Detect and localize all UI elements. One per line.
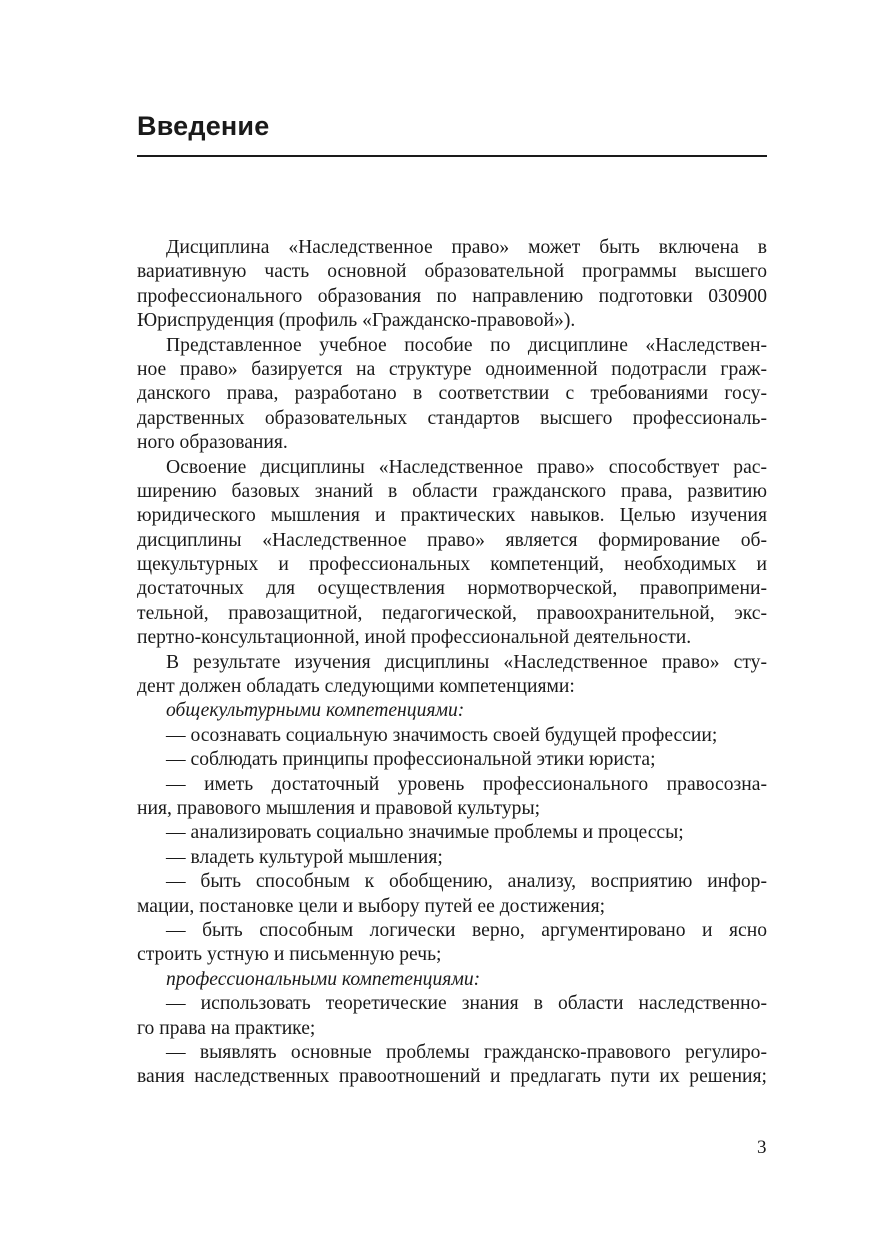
list-item: — владеть культурой мышления; — [166, 846, 443, 868]
text-line: ное право» базируется на структуре одноименной подотрасли граж- — [137, 358, 767, 380]
text-line: юридического мышления и практических навыков. Целью изучения — [137, 505, 767, 527]
list-item-continuation: ния, правового мышления и правовой культуры; — [137, 797, 541, 819]
text-line: Представленное учебное пособие по дисциплине «Наследствен- — [166, 334, 767, 356]
list-item: — анализировать социально значимые проблемы и процессы; — [166, 822, 684, 844]
list-item: — быть способным к обобщению, анализу, восприятию инфор- — [166, 871, 767, 893]
text-line: щекультурных и профессиональных компетенций, необходимых и — [137, 554, 767, 576]
list-item: — иметь достаточный уровень профессионального правосозна- — [166, 773, 767, 795]
text-line: дисциплины «Наследственное право» является формирование об- — [137, 529, 767, 551]
text-line: ного образования. — [137, 432, 288, 454]
text-line: данского права, разработано в соответствии с требованиями госу- — [137, 383, 767, 405]
text-line: Юриспруденция (профиль «Гражданско-правовой»). — [137, 310, 576, 332]
page-number: 3 — [757, 1137, 767, 1158]
section-label-professional: профессиональными компетенциями: — [166, 968, 481, 990]
list-item-continuation: строить устную и письменную речь; — [137, 944, 442, 966]
text-line: тельной, правозащитной, педагогической, правоохранительной, экс- — [137, 602, 767, 624]
text-line: вариативную часть основной образовательной программы высшего — [137, 261, 767, 283]
text-line: В результате изучения дисциплины «Наследственное право» сту- — [166, 651, 767, 673]
list-item-continuation: вания наследственных правоотношений и предлагать пути их решения; — [137, 1066, 767, 1088]
list-item: — быть способным логически верно, аргументировано и ясно — [166, 919, 767, 941]
text-line: профессионального образования по направлению подготовки 030900 — [137, 285, 767, 307]
heading-divider — [137, 155, 767, 157]
text-line: дарственных образовательных стандартов высшего профессиональ- — [137, 407, 767, 429]
text-line: Дисциплина «Наследственное право» может быть включена в — [166, 237, 767, 258]
list-item-continuation: мации, постановке цели и выбору путей ее достижения; — [137, 895, 606, 917]
text-line: пертно-консультационной, иной профессиональной деятельности. — [137, 627, 692, 649]
section-label-general: общекультурными компетенциями: — [166, 700, 465, 722]
list-item: — осознавать социальную значимость своей будущей профессии; — [166, 724, 718, 746]
text-line: достаточных для осуществления нормотворческой, правопримени- — [137, 578, 767, 600]
list-item: — выявлять основные проблемы гражданско-правового регулиро- — [166, 1041, 767, 1063]
text-line: Освоение дисциплины «Наследственное право» способствует рас- — [166, 456, 767, 478]
list-item: — соблюдать принципы профессиональной этики юриста; — [166, 749, 656, 771]
chapter-heading: Введение — [137, 111, 270, 141]
text-line: дент должен обладать следующими компетенциями: — [137, 676, 575, 698]
text-line: ширению базовых знаний в области гражданского права, развитию — [137, 480, 767, 502]
body-text — [137, 236, 767, 1090]
list-item: — использовать теоретические знания в области наследственно- — [166, 993, 767, 1015]
list-item-continuation: го права на практике; — [137, 1017, 316, 1039]
